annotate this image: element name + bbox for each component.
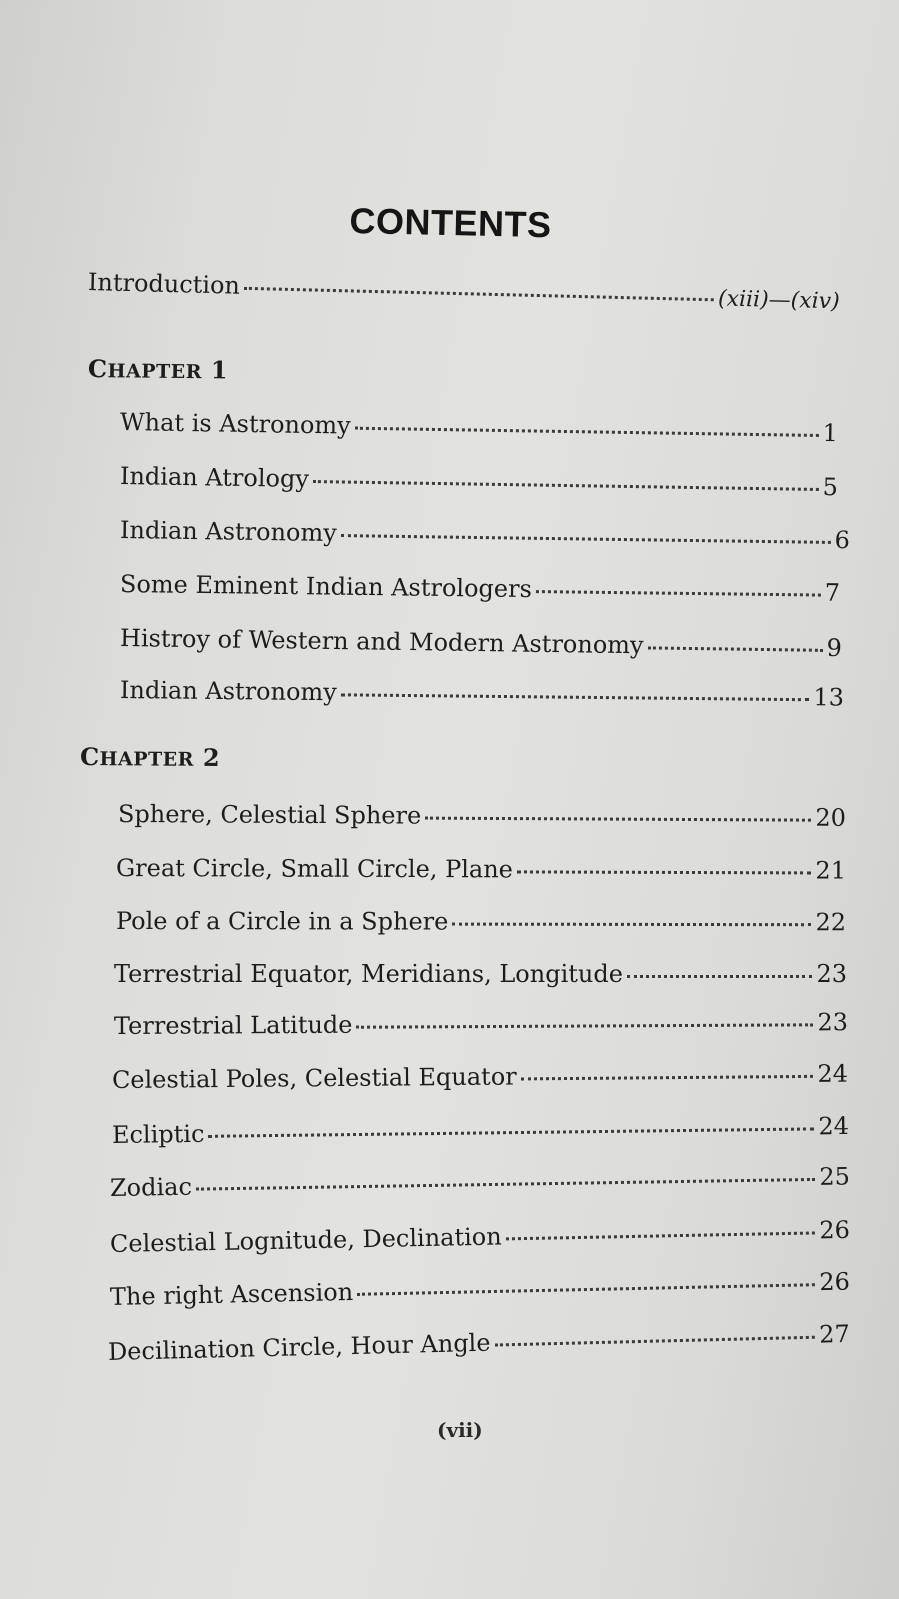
dot-leader	[341, 693, 810, 701]
toc-entry-label: Celestial Lognitude, Declination	[109, 1222, 502, 1258]
toc-entry-label: Decilination Circle, Hour Angle	[107, 1328, 491, 1366]
toc-entry-label: Indian Atrology	[119, 462, 310, 493]
chapter-heading-cap: C	[87, 354, 108, 384]
toc-entry-page: 20	[815, 803, 847, 832]
toc-entry	[116, 854, 846, 885]
toc-entry-label: Ecliptic	[111, 1119, 205, 1149]
toc-entry-page: 6	[834, 525, 851, 555]
chapter-heading-number: 1	[210, 355, 229, 385]
toc-entry	[120, 516, 850, 554]
toc-entry-label: Introduction	[87, 268, 241, 300]
toc-entry-label: Terrestrial Latitude	[113, 1010, 353, 1040]
toc-entry	[110, 1216, 850, 1258]
chapter-heading-rest: HAPTER	[107, 360, 203, 384]
dot-leader	[536, 590, 821, 596]
toc-entry-label: Histroy of Western and Modern Astronomy	[119, 624, 644, 660]
chapter-heading-cap: C	[79, 742, 100, 772]
dot-leader	[425, 817, 811, 822]
toc-entry-page: 5	[822, 473, 839, 502]
dot-leader	[196, 1178, 816, 1191]
chapter-heading-number: 2	[202, 742, 221, 772]
page-title: CONTENTS	[349, 200, 552, 246]
dot-leader	[313, 480, 819, 491]
chapter-heading-1	[88, 354, 228, 384]
toc-entry	[110, 1268, 850, 1311]
toc-entry-page: 24	[818, 1111, 850, 1141]
dot-leader	[627, 975, 813, 978]
toc-entry	[108, 1320, 850, 1366]
toc-entry-page: 21	[815, 856, 847, 885]
toc-entry-label: Indian Astronomy	[119, 516, 337, 548]
toc-entry	[114, 1008, 848, 1040]
toc-entry	[120, 676, 844, 712]
toc-entry-page: 7	[824, 578, 841, 607]
toc-entry-label: Great Circle, Small Circle, Plane	[115, 854, 513, 884]
dot-leader	[452, 923, 811, 927]
toc-entry-page: 13	[813, 683, 845, 712]
toc-entry-introduction	[88, 268, 840, 314]
toc-entry-page: 24	[817, 1059, 849, 1088]
dot-leader	[517, 870, 812, 874]
dot-leader	[355, 427, 819, 437]
toc-entry-page: 26	[819, 1215, 851, 1245]
dot-leader	[244, 287, 714, 301]
chapter-heading-2	[80, 742, 220, 772]
toc-entry-label: What is Astronomy	[119, 408, 351, 440]
toc-entry-page: 25	[819, 1162, 851, 1191]
toc-entry	[112, 1060, 848, 1094]
dot-leader	[648, 646, 823, 651]
toc-entry-label: Terrestrial Equator, Meridians, Longitude	[114, 960, 623, 988]
toc-entry-page: 27	[818, 1319, 851, 1349]
dot-leader	[357, 1283, 815, 1296]
dot-leader	[341, 534, 831, 544]
toc-entry-page: 22	[815, 908, 847, 937]
toc-entry	[112, 1112, 849, 1149]
toc-entry	[120, 624, 842, 662]
page-folio: (vii)	[437, 1418, 483, 1442]
chapter-heading-rest: HAPTER	[99, 748, 195, 771]
toc-entry	[114, 960, 847, 988]
toc-entry-page: 9	[826, 633, 843, 663]
dot-leader	[208, 1127, 814, 1137]
toc-entry	[120, 408, 838, 447]
toc-entry-label: Pole of a Circle in a Sphere	[115, 907, 449, 936]
toc-entry-label: Celestial Poles, Celestial Equator	[111, 1062, 517, 1094]
toc-entry	[118, 800, 846, 832]
toc-entry-page: 1	[822, 419, 839, 448]
dot-leader	[495, 1336, 816, 1347]
dot-leader	[356, 1023, 813, 1028]
toc-entry-label: Zodiac	[109, 1172, 193, 1202]
dot-leader	[506, 1231, 816, 1240]
toc-entry-page: (xiii)—(xiv)	[717, 286, 841, 315]
toc-entry-label: Indian Astronomy	[119, 676, 337, 707]
toc-entry	[110, 1162, 850, 1202]
toc-entry-page: 26	[819, 1267, 851, 1297]
toc-entry-page: 23	[817, 1008, 849, 1037]
toc-entry	[120, 570, 840, 607]
toc-entry-page: 23	[816, 960, 847, 988]
toc-entry	[116, 907, 846, 936]
toc-entry	[120, 462, 838, 501]
toc-entry-label: The right Ascension	[109, 1277, 354, 1311]
dot-leader	[521, 1075, 814, 1081]
toc-entry-label: Sphere, Celestial Sphere	[117, 800, 422, 830]
toc-entry-label: Some Eminent Indian Astrologers	[119, 570, 533, 604]
